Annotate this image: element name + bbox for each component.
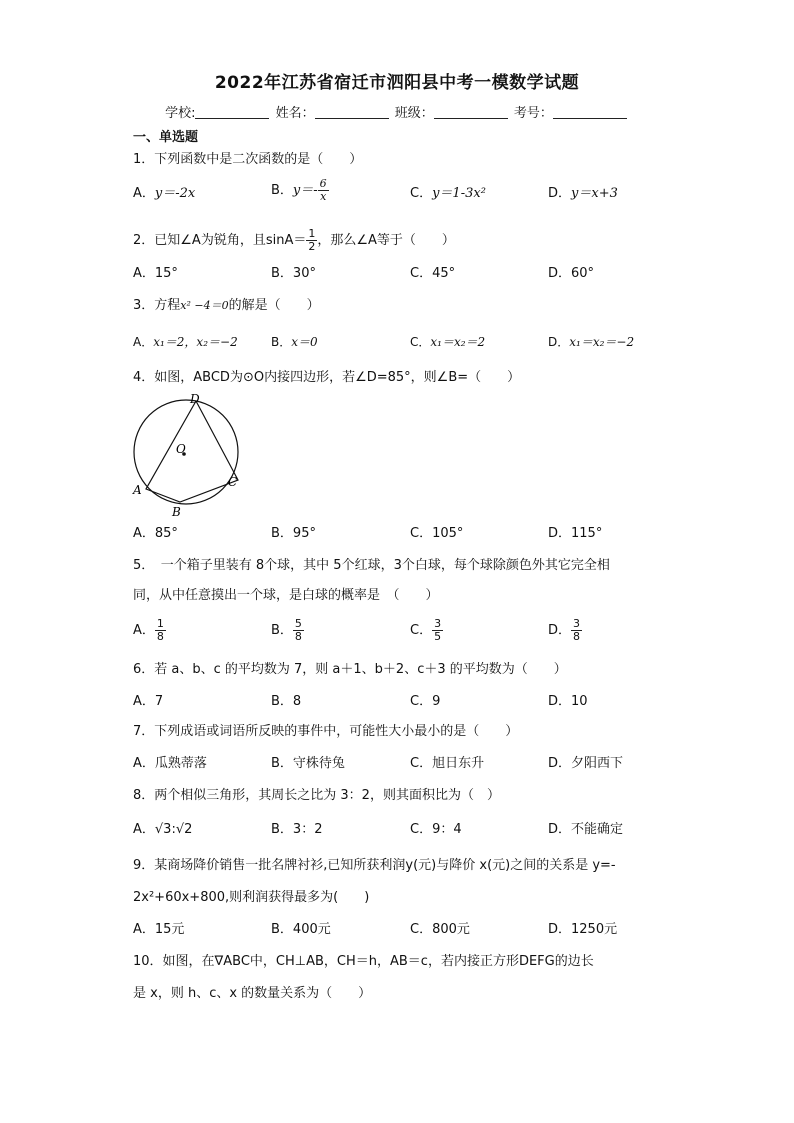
option-d[interactable]: D．y＝x+3 <box>548 186 618 201</box>
option-b[interactable]: B．y＝- $\frac{6}{x}$ <box>271 177 327 203</box>
option-d[interactable]: D．10 <box>548 694 588 709</box>
option-d[interactable]: D．不能确定 <box>548 822 624 837</box>
option-b[interactable]: B．3：2 <box>271 822 323 837</box>
option-d[interactable]: D．夕阳西下 <box>548 756 624 771</box>
question-1: 1．下列函数中是二次函数的是（ ） <box>133 152 363 167</box>
label-o: O <box>176 442 186 456</box>
name-label: 姓名： <box>275 106 315 121</box>
question-2: 2．已知∠A为锐角，且sinA＝ $\frac{1}{2}$ ，那么∠A等于（ ） <box>133 227 455 253</box>
option-c[interactable]: C．9：4 <box>410 822 462 837</box>
question-1-options <box>133 177 653 212</box>
label-d: D <box>190 392 200 406</box>
option-d[interactable]: D． $\frac{3}{8}$ <box>548 617 581 643</box>
question-9-line-2: 2x²+60x+800,则利润获得最多为( ) <box>133 890 370 905</box>
option-d[interactable]: D．60° <box>548 266 595 281</box>
option-c[interactable]: C．45° <box>410 266 456 281</box>
option-b[interactable]: B．8 <box>271 694 302 709</box>
option-b[interactable]: B．30° <box>271 266 316 281</box>
question-4-options <box>133 524 653 552</box>
option-c[interactable]: C．y＝1-3x² <box>410 186 486 201</box>
option-b[interactable]: B．x＝0 <box>271 335 318 349</box>
school-blank[interactable] <box>195 106 269 119</box>
number-blank[interactable] <box>553 106 627 119</box>
question-9-options <box>133 920 653 948</box>
option-c[interactable]: C．9 <box>410 694 441 709</box>
question-5-options <box>133 618 653 646</box>
option-b[interactable]: B． $\frac{5}{8}$ <box>271 617 302 643</box>
section-heading: 一、单选题 <box>133 130 199 145</box>
option-a[interactable]: A．瓜熟蒂落 <box>133 756 207 771</box>
question-10-line-1: 10．如图，在∇ABC中，CH⊥AB，CH＝h，AB＝c，若内接正方形DEFG的边长 <box>133 954 594 969</box>
option-c[interactable]: C．105° <box>410 526 464 541</box>
number-label: 考号： <box>513 106 553 121</box>
option-d[interactable]: D．x₁＝x₂＝−2 <box>548 335 635 349</box>
option-c[interactable]: C．旭日东升 <box>410 756 485 771</box>
class-blank[interactable] <box>434 106 508 119</box>
circle-quadrilateral-figure <box>128 390 248 520</box>
question-6-options <box>133 692 653 720</box>
class-label: 班级： <box>394 106 434 121</box>
option-b[interactable]: B．95° <box>271 526 316 541</box>
label-b: B <box>172 505 181 519</box>
question-6: 6．若 a、b、c 的平均数为 7，则 a＋1、b＋2、c＋3 的平均数为（ ） <box>133 662 567 677</box>
question-7: 7．下列成语或词语所反映的事件中，可能性大小最小的是（ ） <box>133 724 519 739</box>
option-a[interactable]: A．x₁＝2，x₂＝−2 <box>133 335 238 349</box>
question-2-options <box>133 264 653 292</box>
option-c[interactable]: C．800元 <box>410 922 470 937</box>
page-title: 2022年江苏省宿迁市泗阳县中考一模数学试题 <box>214 73 580 93</box>
label-a: A <box>133 483 142 497</box>
option-c[interactable]: C． $\frac{3}{5}$ <box>410 617 442 643</box>
name-blank[interactable] <box>315 106 389 119</box>
question-8-options <box>133 820 653 848</box>
label-c: C <box>228 475 238 489</box>
question-4: 4．如图，ABCD为⊙O内接四边形，若∠D=85°，则∠B=（ ） <box>133 370 521 385</box>
question-5-line-1: 5． 一个箱子里装有 8个球，其中 5个红球，3个白球，每个球除颜色外其它完全相 <box>133 558 610 573</box>
option-a[interactable]: A． $\frac{1}{8}$ <box>133 617 164 643</box>
student-info-line <box>0 102 794 121</box>
question-7-options <box>133 754 653 782</box>
option-a[interactable]: A．15元 <box>133 922 185 937</box>
option-c[interactable]: C．x₁＝x₂＝2 <box>410 335 486 349</box>
option-a[interactable]: A．15° <box>133 266 178 281</box>
option-d[interactable]: D．1250元 <box>548 922 618 937</box>
question-9-line-1: 9．某商场降价销售一批名牌衬衫,已知所获利润y(元)与降价 x(元)之间的关系是 y=- <box>133 858 616 873</box>
circle-o <box>134 400 238 504</box>
option-b[interactable]: B．守株待兔 <box>271 756 345 771</box>
school-label: 学校: <box>165 106 196 121</box>
option-a[interactable]: A．85° <box>133 526 178 541</box>
question-3-options <box>133 332 653 360</box>
option-b[interactable]: B．400元 <box>271 922 331 937</box>
question-3: 3．方程x² −4＝0的解是（ ） <box>133 298 320 313</box>
question-8: 8．两个相似三角形，其周长之比为 3：2，则其面积比为（ ） <box>133 788 500 803</box>
option-a[interactable]: A．√3:√2 <box>133 822 193 837</box>
option-a[interactable]: A．y＝-2x <box>133 186 196 201</box>
option-a[interactable]: A．7 <box>133 694 164 709</box>
question-5-line-2: 同，从中任意摸出一个球，是白球的概率是 （ ） <box>133 588 439 603</box>
option-d[interactable]: D．115° <box>548 526 603 541</box>
question-10-line-2: 是 x，则 h、c、x 的数量关系为（ ） <box>133 986 372 1001</box>
